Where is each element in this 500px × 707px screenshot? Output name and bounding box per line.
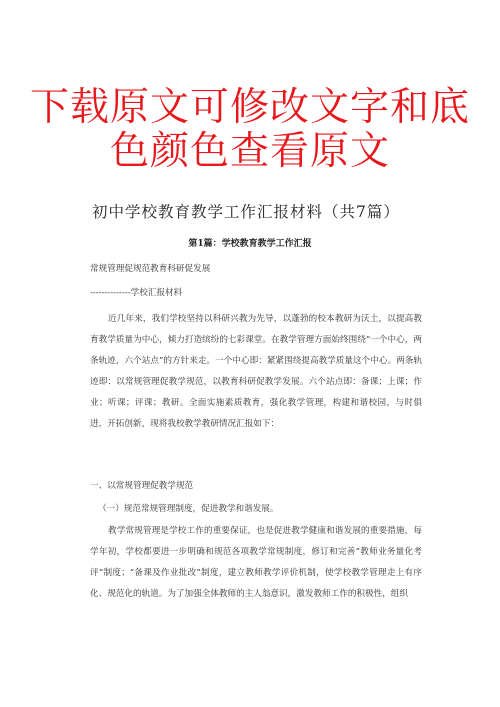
subsection-heading-1: （一）规范常规管理制度，促进教学和谐发展。 xyxy=(98,504,279,514)
document-byline: --------------学校汇报材料 xyxy=(90,288,183,298)
body-paragraph-1: 近几年来，我们学校坚持以科研兴教为先导，以蓬勃的校本教研为沃土，以提高教育教学质量为中心，倾力打造缤纷的七彩课堂。在教学管理方面始终围绕“一个中心，两条轨迹，六个站点”的方针来走。一个中心即：紧紧围绕提高教学质量这个中心。两条轨迹即：以常规管理促教学规范，以教育科研促教学发展。六个站点即：备课；上课；作业；听课；评课；教研。全面实施素质教育，强化教学管理，构建和谐校园，与时俱进，开拓创新，现将我校教学教研情况汇报如下： xyxy=(90,314,422,429)
download-banner xyxy=(0,86,500,174)
section-heading-1: 一、以常规管理促教学规范 xyxy=(90,481,194,491)
banner-line-1: 下载原文可修改文字和底 xyxy=(29,85,470,130)
body-paragraph-2: 教学常规管理是学校工作的重要保证，也是促进教学健康和谐发展的重要措施，每学年初，学校都要进一步明确和规范各项教学常规制度，修订和完善“教师业务量化考评”制度；“备课及作业批改”制度，建立教师教学评价机制，使学校教学管理走上有序化、规范化的轨道。为了加强全体教师的主人翁意识，激发教师工作的积极性，组织 xyxy=(90,526,422,599)
chapter-heading: 第1篇：学校教育教学工作汇报 xyxy=(188,239,312,249)
document-title: 初中学校教育教学工作汇报材料（共7篇） xyxy=(92,203,400,221)
banner-line-2: 色颜色查看原文 xyxy=(109,129,390,174)
document-subtitle: 常规管理促规范教育科研促发展 xyxy=(90,264,211,274)
